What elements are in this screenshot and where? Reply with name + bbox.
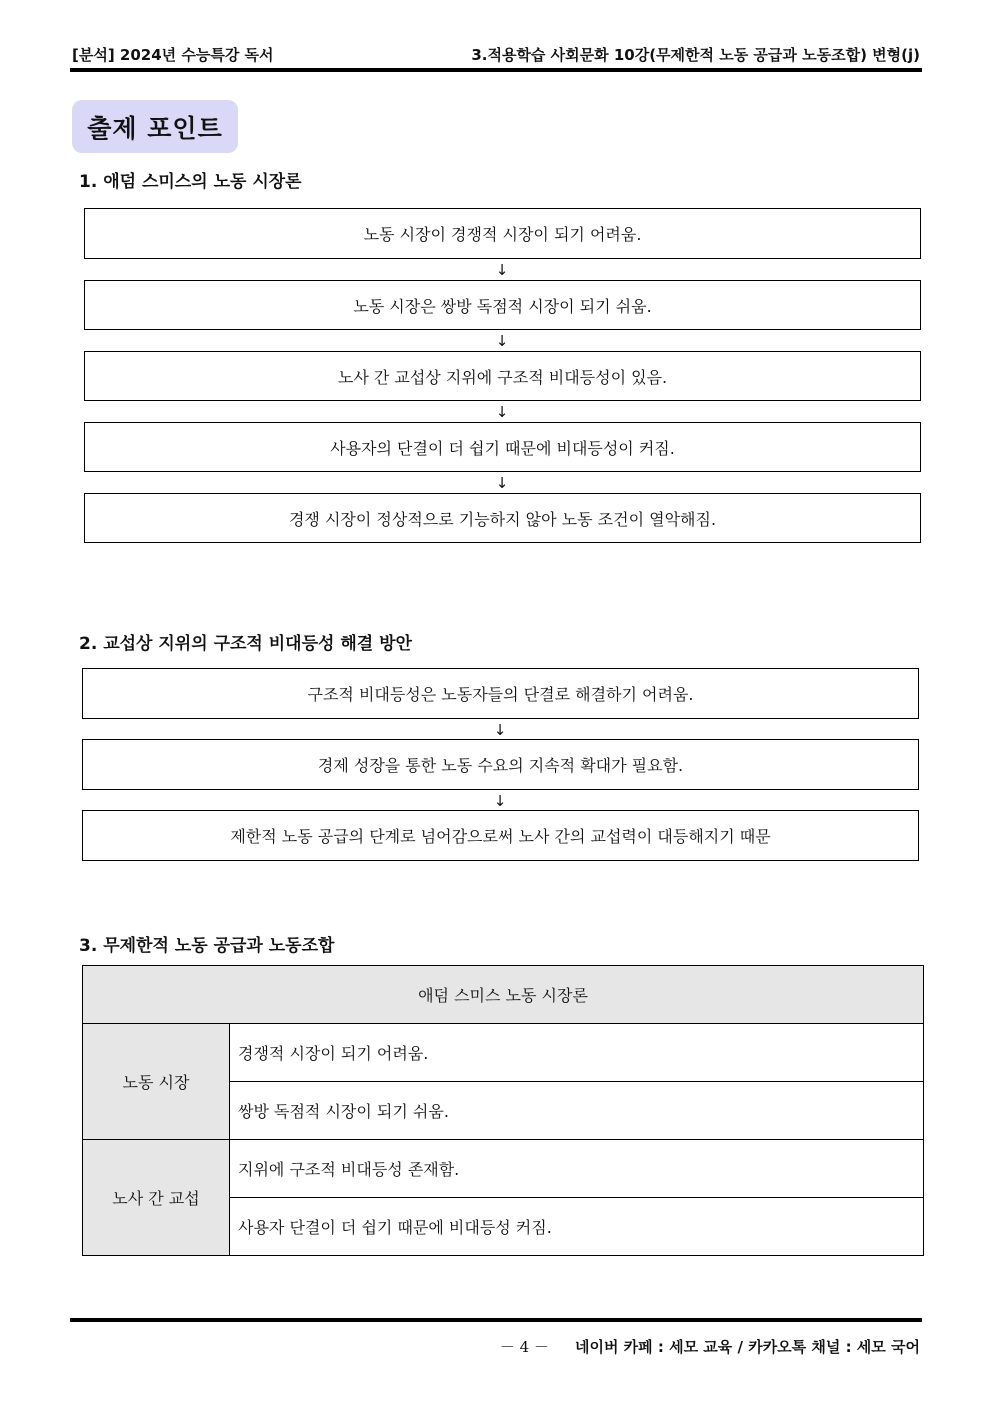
page-number: － 4 － <box>499 1338 549 1356</box>
header-rule <box>70 68 922 72</box>
flow1-arrow-2: ↓ <box>495 332 509 350</box>
flow1-arrow-1: ↓ <box>495 261 509 279</box>
flow2-arrow-2: ↓ <box>493 792 507 810</box>
table-category-bargaining: 노사 간 교섭 <box>83 1140 230 1256</box>
table-category-labor-market: 노동 시장 <box>83 1024 230 1140</box>
header-left: [분석] 2024년 수능특강 독서 <box>72 46 274 64</box>
table-cell: 사용자 단결이 더 쉽기 때문에 비대등성 커짐. <box>230 1198 924 1256</box>
flow1-box-1: 노동 시장이 경쟁적 시장이 되기 어려움. <box>84 208 921 259</box>
table-header: 애덤 스미스 노동 시장론 <box>83 966 924 1024</box>
flow2-box-1: 구조적 비대등성은 노동자들의 단결로 해결하기 어려움. <box>82 668 919 719</box>
flow1-arrow-4: ↓ <box>495 474 509 492</box>
table-row <box>83 1024 924 1082</box>
section2-title: 2. 교섭상 지위의 구조적 비대등성 해결 방안 <box>79 634 412 654</box>
footer-text: 네이버 카페 : 세모 교육 / 카카오톡 채널 : 세모 국어 <box>574 1338 920 1356</box>
table-cell: 쌍방 독점적 시장이 되기 쉬움. <box>230 1082 924 1140</box>
section3-title: 3. 무제한적 노동 공급과 노동조합 <box>79 936 335 956</box>
header-right: 3.적용학습 사회문화 10강(무제한적 노동 공급과 노동조합) 변형(j) <box>471 46 920 64</box>
table-row <box>83 1140 924 1198</box>
table-row <box>83 966 924 1024</box>
flow2-arrow-1: ↓ <box>493 721 507 739</box>
footer <box>500 1336 920 1357</box>
section1-title: 1. 애덤 스미스의 노동 시장론 <box>79 172 302 192</box>
flow1-box-5: 경쟁 시장이 정상적으로 기능하지 않아 노동 조건이 열악해짐. <box>84 493 921 543</box>
flow2-box-2: 경제 성장을 통한 노동 수요의 지속적 확대가 필요함. <box>82 739 919 790</box>
footer-rule <box>70 1318 922 1322</box>
flow1-box-2: 노동 시장은 쌍방 독점적 시장이 되기 쉬움. <box>84 280 921 330</box>
table-cell: 경쟁적 시장이 되기 어려움. <box>230 1024 924 1082</box>
flow2-box-3: 제한적 노동 공급의 단계로 넘어감으로써 노사 간의 교섭력이 대등해지기 때문 <box>82 810 919 861</box>
summary-table <box>82 965 924 1256</box>
flow1-box-4: 사용자의 단결이 더 쉽기 때문에 비대등성이 커짐. <box>84 422 921 472</box>
flow1-arrow-3: ↓ <box>495 403 509 421</box>
point-badge: 출제 포인트 <box>72 100 238 153</box>
table-cell: 지위에 구조적 비대등성 존재함. <box>230 1140 924 1198</box>
flow1-box-3: 노사 간 교섭상 지위에 구조적 비대등성이 있음. <box>84 351 921 401</box>
